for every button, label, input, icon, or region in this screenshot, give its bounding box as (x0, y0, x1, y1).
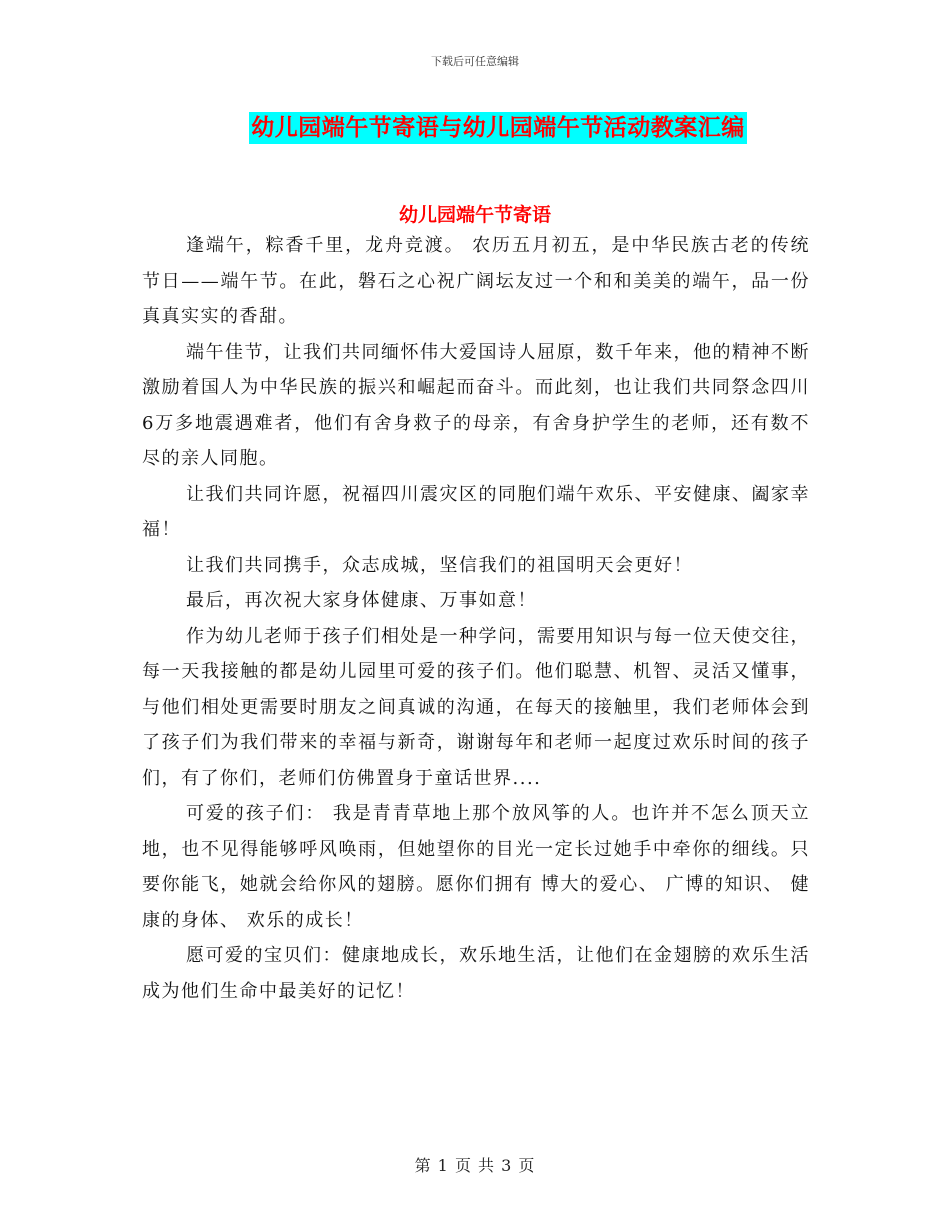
paragraph: 端午佳节，让我们共同缅怀伟大爱国诗人屈原，数千年来，他的精神不断激励着国人为中华民族的振兴和崛起而奋斗。而此刻，也让我们共同祭念四川6万多地震遇难者，他们有舍身救子的母亲，有舍身护学生的老师，还有数不尽的亲人同胞。 (142, 341, 810, 469)
paragraph: 可爱的孩子们： 我是青青草地上那个放风筝的人。也许并不怎么顶天立地，也不见得能够呼风唤雨，但她望你的目光一定长过她手中牵你的细线。只要你能飞，她就会给你风的翅膀。愿你们拥有 博大的爱心、 广博的知识、 健康的身体、 欢乐的成长！ (142, 803, 810, 931)
body-text (142, 228, 810, 1009)
paragraph: 作为幼儿老师于孩子们相处是一种学问，需要用知识与每一位天使交往，每一天我接触的都是幼儿园里可爱的孩子们。他们聪慧、机智、灵活又懂事，与他们相处更需要时朋友之间真诚的沟通，在每天的接触里，我们老师体会到了孩子们为我们带来的幸福与新奇，谢谢每年和老师一起度过欢乐时间的孩子们，有了你们，老师们仿佛置身于童话世界.... (142, 625, 810, 789)
paragraph: 最后，再次祝大家身体健康、万事如意！ (186, 590, 537, 611)
header-note: 下载后可任意编辑 (431, 55, 519, 68)
paragraph: 愿可爱的宝贝们：健康地成长，欢乐地生活，让他们在金翅膀的欢乐生活成为他们生命中最美好的记忆！ (142, 945, 810, 1002)
document-title: 幼儿园端午节寄语与幼儿园端午节活动教案汇编 (249, 112, 747, 144)
main-title-wrap (0, 112, 950, 144)
paragraph: 逢端午，粽香千里，龙舟竞渡。 农历五月初五，是中华民族古老的传统节日——端午节。在此，磐石之心祝广阔坛友过一个和和美美的端午，品一份真真实实的香甜。 (142, 235, 810, 327)
page-number: 第 1 页 共 3 页 (414, 1156, 536, 1175)
paragraph: 让我们共同许愿，祝福四川震灾区的同胞们端午欢乐、平安健康、阖家幸福！ (142, 483, 810, 540)
section-title: 幼儿园端午节寄语 (398, 204, 551, 226)
paragraph: 让我们共同携手，众志成城，坚信我们的祖国明天会更好！ (186, 554, 693, 576)
